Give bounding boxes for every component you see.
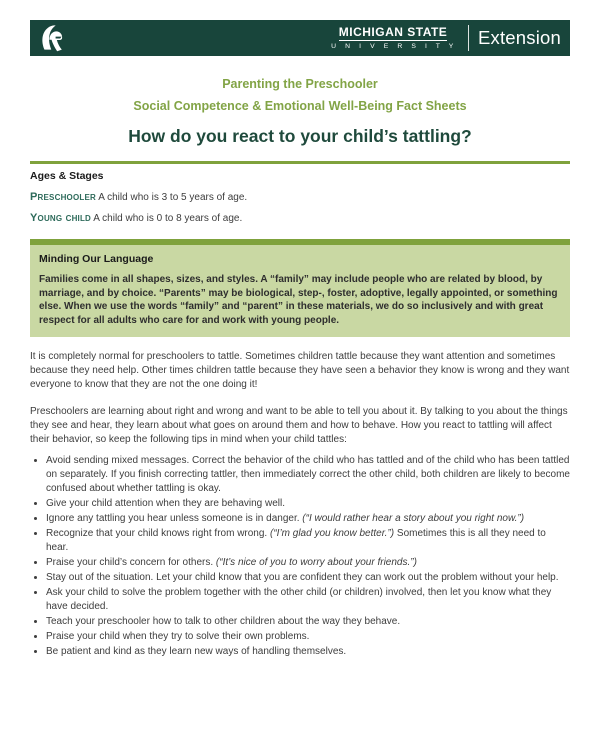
extension-brand: Extension [477,27,561,48]
tip-item: • Avoid sending mixed messages. Correct the behavior of the child who has tattled and of the child who has been tattled on separately. If you finish correcting tattler, then immediately correct the other child, both children are likely to become confused about whether tattling is okay. [46,454,570,496]
series-title: Parenting the Preschooler [222,77,378,91]
page-title: How do you react to your child’s tattling? [128,126,472,146]
tip-item: • Ask your child to solve the problem together with the other child (or children) involved, then let you know what they have decided. [46,586,570,614]
tips-lead-paragraph: Preschoolers are learning about right and wrong and want to be able to tell you about it. By talking to you about the things they see and hear, they learn about what goes on around them and how to behave. How you react to tattling will affect their behavior, so keep the following tips in mind when your child tattles: [30,406,568,445]
tip-item: • Praise your child when they try to solve their own problems. [46,630,570,644]
tips-list [30,454,570,659]
tip-item: • Give your child attention when they are behaving well. [46,497,570,511]
age-stage-term: Young child [30,212,92,224]
language-box-body [30,245,570,337]
age-stage-item: Preschooler A child who is 3 to 5 years of age. [30,191,248,203]
intro-paragraph: It is completely normal for preschoolers to tattle. Sometimes children tattle because they want attention and sometimes because they need help. Other times children tattle because they have seen a behavior they know is wrong and they want everyone to know that they are not the one doing it! [30,351,570,390]
ages-stages-heading: Ages & Stages [30,170,104,182]
tip-item: • Stay out of the situation. Let your child know that you are confident they can work out the problem without your help. [46,571,570,585]
wordmark-line1: MICHIGAN STATE [338,25,448,39]
minding-language-box [30,239,570,337]
age-stage-item: Young child A child who is 0 to 8 years of age. [30,212,243,224]
wordmark-line2: U N I V E R S I T Y [331,43,457,50]
age-stage-term: Preschooler [30,191,96,203]
msu-extension-header [30,20,570,56]
ages-stages-section [30,161,570,224]
header-divider [468,25,469,51]
tip-item: • Recognize that your child knows right from wrong. (“I’m glad you know better.”) Sometimes this is all they need to hear. [46,527,570,555]
tip-item: • Ignore any tattling you hear unless someone is in danger. (“I would rather hear a story about you right now.”) [46,512,570,526]
language-box-text: Families come in all shapes, sizes, and styles. A “family” may include people who are related by blood, by marriage, and by choice. “Parents” may be biological, step-, foster, adoptive, legally appointed, or something else. When we use the words “family” and “parent” in these materials, we do so inclusively and with great respect for all adults who care for and work with young people. [39,274,558,326]
tip-item: • Be patient and kind as they learn new ways of handling themselves. [46,645,570,659]
language-box-heading: Minding Our Language [39,253,154,265]
tip-item: • Teach your preschooler how to talk to other children about the way they behave. [46,615,570,629]
subseries-title: Social Competence & Emotional Well-Being Fact Sheets [133,99,467,113]
ages-stages-list [30,191,570,224]
msu-spartan-helmet-icon [36,23,69,54]
msu-wordmark [329,26,457,50]
tip-item: • Praise your child’s concern for others. (“It’s nice of you to worry about your friends.”) [46,556,570,570]
